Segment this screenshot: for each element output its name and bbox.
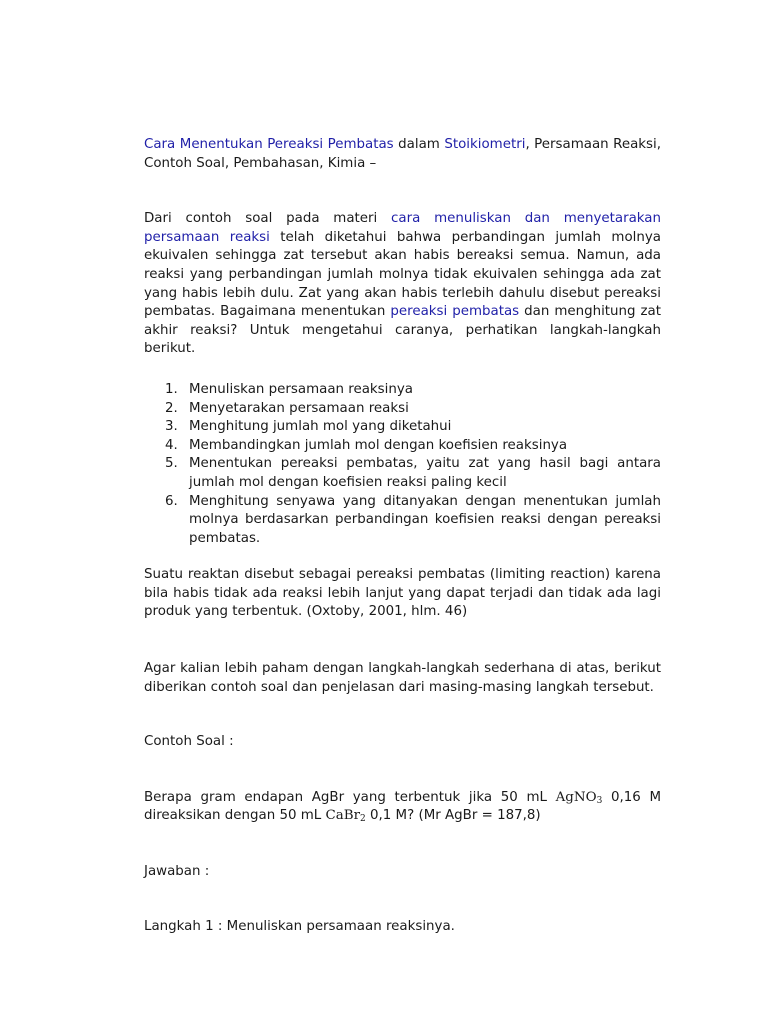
intro-text-dalam: dalam <box>393 137 445 152</box>
langkah-1-heading: Langkah 1 : Menuliskan persamaan reaksinya. <box>144 918 455 934</box>
list-item-number: 3. <box>165 419 178 435</box>
link-cara-menuliskan-persamaan-reaksi[interactable]: cara menuliskan dan menyetarakan persamaan reaksi <box>144 211 662 245</box>
para1-text-1: Dari contoh soal pada materi <box>144 211 392 227</box>
list-item <box>144 381 661 400</box>
para1-text-3: dan menghitung zat akhir reaksi? Untuk mengetahui caranya, perhatikan langkah-langkah berikut. <box>144 304 661 357</box>
link-pereaksi-pembatas[interactable]: pereaksi pembatas <box>390 304 520 320</box>
list-item-number: 5. <box>165 456 178 472</box>
formula-cabr2-main: CaBr <box>325 808 361 824</box>
document-content <box>144 136 661 936</box>
link-cara-menentukan-pereaksi-pembatas[interactable]: Cara Menentukan Pereaksi Pembatas <box>144 137 394 152</box>
formula-cabr2 <box>326 808 366 823</box>
list-item-text: Menghitung jumlah mol yang diketahui <box>189 419 452 435</box>
para1-text-2: telah diketahui bahwa perbandingan jumlah molnya ekuivalen sehingga zat tersebut akan habis bereaksi semua. Namun, ada reaksi yang perbandingan jumlah molnya tidak ekuivalen sehingga ada zat yang habis lebih dulu. Zat yang akan habis terlebih dahulu disebut pereaksi pembatas. Bagaimana menentukan <box>144 229 662 320</box>
formula-cabr2-sub: 2 <box>360 814 366 825</box>
formula-agno3-main: AgNO <box>555 789 597 805</box>
question-text-2: 0,16 M direaksikan dengan 50 mL <box>144 789 661 824</box>
formula-agno3-sub: 3 <box>596 795 603 806</box>
list-item-text: Menuliskan persamaan reaksinya <box>189 381 413 397</box>
list-item <box>144 400 661 419</box>
intro-paragraph <box>144 136 661 173</box>
list-item-text: Menghitung senyawa yang ditanyakan dengan menentukan jumlah molnya berdasarkan perbandingan koefisien reaksi dengan pereaksi pembatas. <box>189 493 661 546</box>
paragraph-agar-kalian: Agar kalian lebih paham dengan langkah-langkah sederhana di atas, berikut diberikan contoh soal dan penjelasan dari masing-masing langkah tersebut. <box>144 661 661 695</box>
question-text-3: 0,1 M? (Mr AgBr = 187,8) <box>365 808 541 824</box>
list-item-text: Menyetarakan persamaan reaksi <box>189 400 409 416</box>
list-item <box>144 455 661 492</box>
question-text-1: Berapa gram endapan AgBr yang terbentuk jika 50 mL <box>144 789 556 805</box>
link-stoikiometri[interactable]: Stoikiometri <box>444 137 526 152</box>
list-item-number: 2. <box>165 400 178 416</box>
contoh-soal-label: Contoh Soal : <box>144 734 234 750</box>
question-paragraph <box>144 789 661 826</box>
steps-list <box>144 381 661 548</box>
list-item-number: 4. <box>165 437 178 453</box>
list-item-text: Menentukan pereaksi pembatas, yaitu zat yang hasil bagi antara jumlah mol dengan koefisien reaksi paling kecil <box>189 456 661 490</box>
list-item-number: 1. <box>165 381 178 397</box>
formula-agno3 <box>556 790 603 805</box>
jawaban-label: Jawaban : <box>144 864 210 880</box>
intro-text-rest: , Persamaan Reaksi, Contoh Soal, Pembahasan, Kimia – <box>144 137 661 171</box>
list-item <box>144 437 661 456</box>
list-item-text: Membandingkan jumlah mol dengan koefisien reaksinya <box>189 437 568 453</box>
paragraph-intro-materi <box>144 210 661 359</box>
list-item <box>144 418 661 437</box>
list-item <box>144 493 661 549</box>
paragraph-definition: Suatu reaktan disebut sebagai pereaksi pembatas (limiting reaction) karena bila habis tidak ada reaksi lebih lanjut yang dapat terjadi dan tidak ada lagi produk yang terbentuk. (Oxtoby, 2001, hlm. 46) <box>144 567 661 620</box>
list-item-number: 6. <box>165 493 178 509</box>
